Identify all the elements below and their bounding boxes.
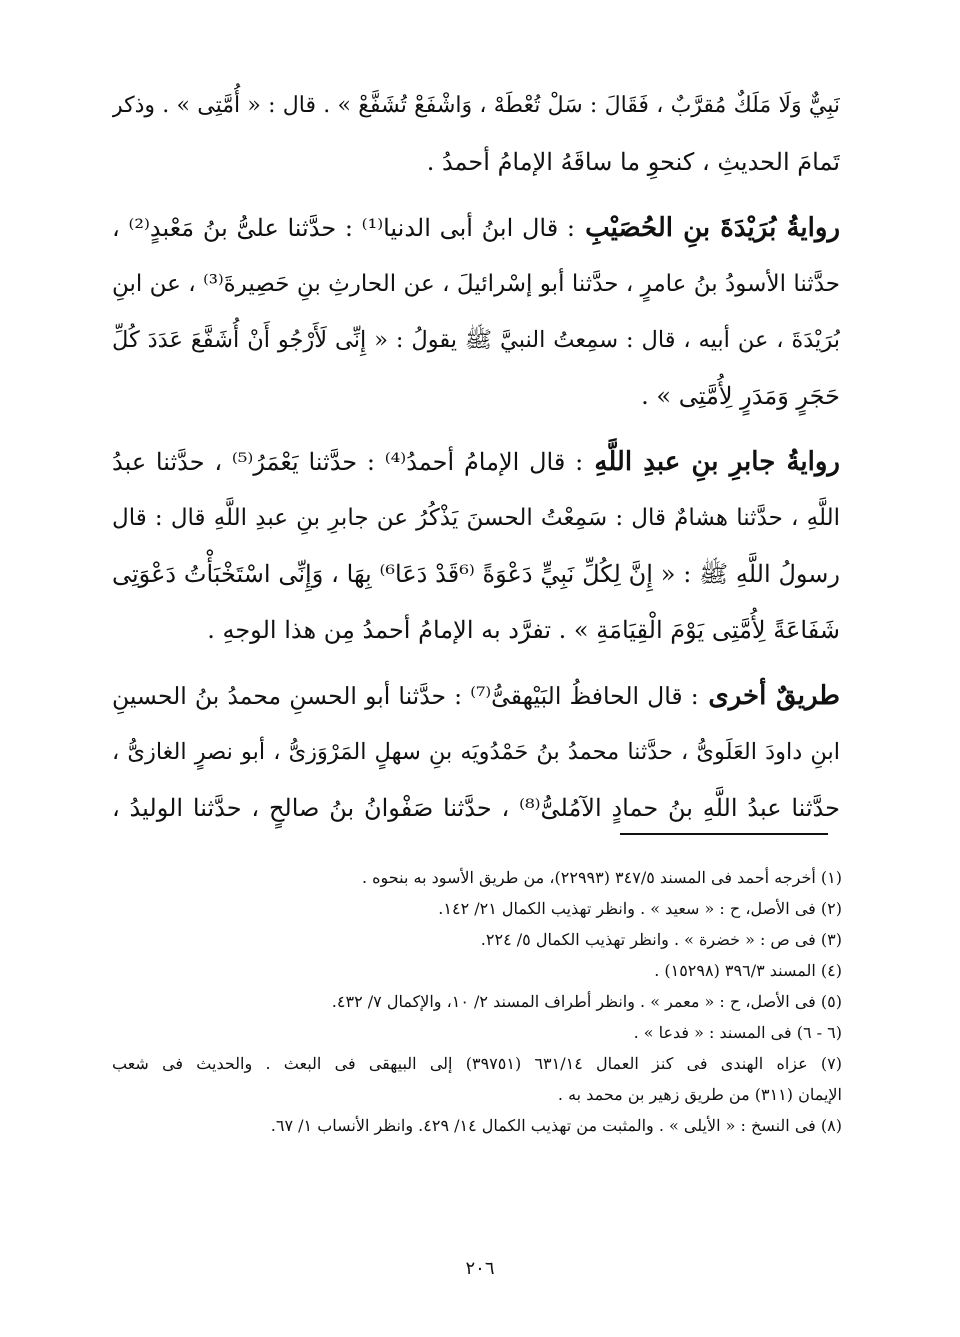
- text-line: حدَّثنا الأسودُ بنُ عامرٍ ، حدَّثنا أبو إسْرائيلَ ، عن الحارثِ بنِ حَصِيرةَ⁽³⁾ ، عن ابنِ: [112, 271, 840, 297]
- section-heading-rest: : قال ابنُ أبى الدنيا⁽¹⁾ : حدَّثنا علىُّ بنُ مَعْبدٍ⁽²⁾ ،: [112, 214, 575, 242]
- main-text: [112, 78, 840, 836]
- text-line: حَجَرٍ وَمَدَرٍ لِأُمَّتِى » .: [641, 382, 840, 410]
- paragraph-gap: [112, 658, 840, 668]
- paragraph-gap: [112, 424, 840, 434]
- text-line-section-heading: [112, 200, 840, 256]
- footnote: (٧) عزاه الهندى فى كنز العمال ٦٣١/١٤ (٣٩٧٥١) إلى البيهقى فى البعث . والحديث فى شعب: [112, 1054, 842, 1073]
- page-number: ٢٠٦: [465, 1258, 495, 1279]
- section-heading: روايةُ بُرَيْدَةَ بنِ الحُصَيْبِ: [575, 213, 840, 243]
- footnote-continuation: الإيمان (٣١١) من طريق زهير بن محمد به .: [557, 1085, 842, 1104]
- text-line-section-heading: [112, 668, 840, 724]
- text-line: بُرَيْدَةَ ، عن أبيه ، قال : سمِعتُ النبيَّ ﷺ يقولُ : « إِنِّى لَأَرْجُو أَنْ أُشَفَّعَ عَدَدَ كُلِّ: [112, 327, 840, 353]
- text-line: شَفَاعَةً لِأُمَّتِى يَوْمَ الْقِيَامَةِ » . تفرَّد به الإمامُ أحمدُ مِن هذا الوجهِ .: [207, 616, 840, 644]
- footnote: (٢) فى الأصل، ح : « سعيد » . وانظر تهذيب الكمال ٢١/ ١٤٢.: [438, 899, 842, 918]
- footnote-separator: [620, 833, 828, 835]
- footnote: (٤) المسند ٣٩٦/٣ (١٥٢٩٨) .: [654, 961, 842, 980]
- text-line-section-heading: [112, 434, 840, 490]
- text-line: ابنِ داودَ العَلَوىُّ ، حدَّثنا محمدُ بنُ حَمْدُويَه بنِ سهلٍ المَرْوَزىُّ ، أبو نصرٍ الغازىُّ ،: [112, 739, 840, 765]
- text-line: تَمامَ الحديثِ ، كنحوِ ما ساقَهُ الإمامُ أحمدُ .: [426, 148, 840, 176]
- footnotes: [112, 862, 842, 1141]
- footnote: (٣) فى ص : « خضرة » . وانظر تهذيب الكمال ٥/ ٢٢٤.: [480, 930, 842, 949]
- text-line: اللَّهِ ، حدَّثنا هشامٌ قال : سَمِعْتُ الحسنَ يَذْكُرُ عن جابرِ بنِ عبدِ اللَّهِ قال : قال: [112, 505, 840, 531]
- footnote: (٥) فى الأصل، ح : « معمر » . وانظر أطراف المسند ٢/ ١٠، والإكمال ٧/ ٤٣٢.: [331, 992, 842, 1011]
- footnote: (١) أخرجه أحمد فى المسند ٣٤٧/٥ (٢٢٩٩٣)، من طريق الأسود به بنحوه .: [361, 868, 842, 887]
- text-line: رسولُ اللَّهِ ﷺ : « إِنَّ لِكُلِّ نَبِيٍّ دَعْوَةً ⁽⁶قَدْ دَعَا⁶⁾ بِهَا ، وَإِنِّى اسْتَخْبَأْتُ دَعْوَتِى: [112, 560, 840, 588]
- text-line: نَبِيٌّ وَلَا مَلَكٌ مُقرَّبٌ ، فَقَالَ : سَلْ تُعْطَهْ ، وَاشْفَعْ تُشَفَّعْ » . قال : « أُمَّتِى » . وذكر: [112, 93, 840, 118]
- section-heading: روايةُ جابرِ بنِ عبدِ اللَّهِ: [583, 447, 840, 477]
- text-line: حدَّثنا عبدُ اللَّهِ بنُ حمادٍ الآمُلىُّ⁽⁸⁾ ، حدَّثنا صَفْوانُ بنُ صالحٍ ، حدَّثنا الوليدُ ،: [112, 794, 840, 822]
- footnote: (٨) فى النسخ : « الأيلى » . والمثبت من تهذيب الكمال ١٤/ ٤٢٩. وانظر الأنساب ١/ ٦٧.: [270, 1116, 842, 1135]
- section-heading-rest: : قال الحافظُ البَيْهقىُّ⁽⁷⁾ : حدَّثنا أبو الحسنِ محمدُ بنُ الحسينِ: [112, 682, 699, 710]
- section-heading: طريقٌ أخرى: [698, 681, 840, 711]
- paragraph-gap: [112, 190, 840, 200]
- section-heading-rest: : قال الإمامُ أحمدُ⁽⁴⁾ : حدَّثنا يَعْمَرُ⁽⁵⁾ ، حدَّثنا عبدُ: [112, 448, 584, 476]
- footnote: (٦ - ٦) فى المسند : « فدعا » .: [633, 1023, 842, 1042]
